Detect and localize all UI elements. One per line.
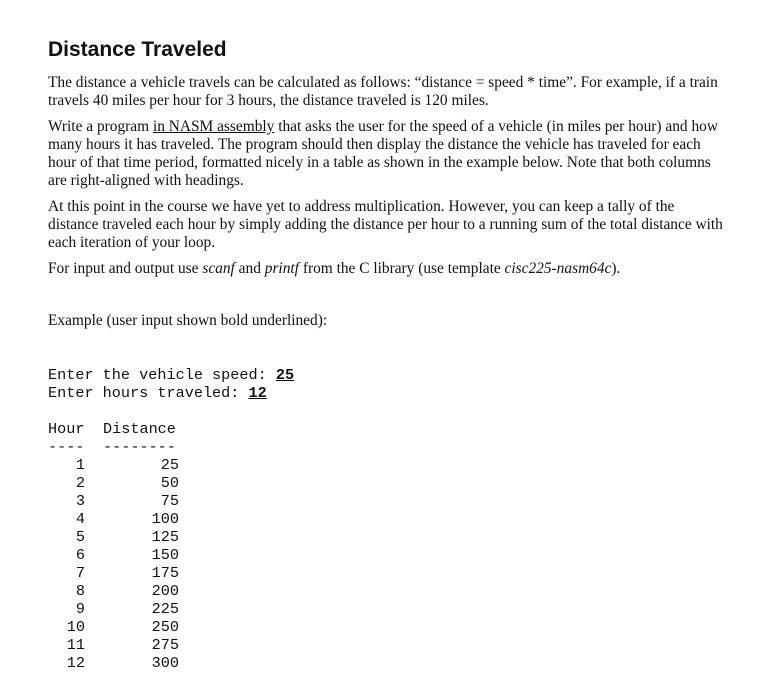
table-header bbox=[48, 420, 179, 438]
hours-prompt: Enter hours traveled: bbox=[48, 384, 249, 402]
io-text-2: and bbox=[234, 260, 265, 277]
distance-cell: 300 bbox=[151, 654, 179, 672]
separator-hour: ---- bbox=[48, 438, 85, 456]
task-paragraph bbox=[48, 118, 728, 190]
hour-cell: 12 bbox=[66, 654, 85, 672]
printf-term: printf bbox=[264, 260, 299, 277]
table-row bbox=[48, 456, 179, 474]
hour-cell: 5 bbox=[75, 528, 85, 546]
hour-cell: 1 bbox=[75, 456, 85, 474]
distance-cell: 250 bbox=[151, 618, 179, 636]
table-row bbox=[48, 582, 179, 600]
distance-cell: 200 bbox=[151, 582, 179, 600]
speed-prompt: Enter the vehicle speed: bbox=[48, 366, 276, 384]
distance-cell: 175 bbox=[151, 564, 179, 582]
table-body bbox=[48, 456, 179, 672]
nasm-assembly-link[interactable]: in NASM assembly bbox=[152, 118, 275, 135]
io-text-3: from the C library (use template bbox=[298, 260, 505, 277]
document-page bbox=[48, 38, 728, 330]
table-row bbox=[48, 618, 179, 636]
distance-cell: 75 bbox=[160, 492, 179, 510]
distance-cell: 150 bbox=[151, 546, 179, 564]
speed-prompt-line bbox=[48, 366, 294, 384]
table-row bbox=[48, 600, 179, 618]
io-text-1: For input and output use bbox=[48, 260, 203, 277]
task-text-before: Write a program bbox=[48, 118, 153, 135]
table-separator bbox=[48, 438, 179, 456]
header-distance: Distance bbox=[103, 420, 176, 438]
hour-cell: 9 bbox=[75, 600, 85, 618]
table-row bbox=[48, 636, 179, 654]
multiplication-note-paragraph: At this point in the course we have yet to address multiplication. However, you can keep a tally of the distance traveled each hour by simply adding the distance per hour to a running sum of the total distance with each iteration of your loop. bbox=[48, 198, 723, 251]
distance-table bbox=[48, 420, 179, 672]
hour-cell: 11 bbox=[66, 636, 85, 654]
example-prompts bbox=[48, 366, 294, 402]
table-row bbox=[48, 564, 179, 582]
hour-cell: 7 bbox=[75, 564, 85, 582]
table-row bbox=[48, 528, 179, 546]
hours-input-value: 12 bbox=[248, 384, 267, 402]
example-label: Example (user input shown bold underlined): bbox=[48, 312, 328, 329]
hour-cell: 2 bbox=[75, 474, 85, 492]
distance-cell: 100 bbox=[151, 510, 179, 528]
io-text-4: ). bbox=[611, 260, 621, 277]
table-row bbox=[48, 492, 179, 510]
hour-cell: 8 bbox=[75, 582, 85, 600]
table-row bbox=[48, 546, 179, 564]
intro-paragraph: The distance a vehicle travels can be calculated as follows: “distance = speed * time”. For example, if a train travels 40 miles per hour for 3 hours, the distance traveled is 120 miles. bbox=[48, 74, 718, 109]
template-name: cisc225-nasm64c bbox=[504, 260, 612, 277]
hour-cell: 4 bbox=[75, 510, 85, 528]
distance-cell: 25 bbox=[160, 456, 179, 474]
scanf-term: scanf bbox=[202, 260, 235, 277]
speed-input-value: 25 bbox=[275, 366, 295, 384]
distance-cell: 225 bbox=[151, 600, 179, 618]
hours-prompt-line bbox=[48, 384, 294, 402]
distance-cell: 125 bbox=[151, 528, 179, 546]
table-row bbox=[48, 474, 179, 492]
task-text-after: that asks the user for the speed of a vehicle (in miles per hour) and how many hours it has traveled. The program should then display the distance the vehicle has traveled for each hour of that time period, formatted nicely in a table as shown in the example below. Note that both columns are right-aligned with headings. bbox=[48, 118, 718, 189]
io-paragraph bbox=[48, 260, 728, 278]
distance-cell: 50 bbox=[160, 474, 179, 492]
separator-distance: -------- bbox=[103, 438, 176, 456]
hour-cell: 6 bbox=[75, 546, 85, 564]
page-title: Distance Traveled bbox=[48, 38, 227, 61]
hour-cell: 10 bbox=[66, 618, 85, 636]
table-row bbox=[48, 510, 179, 528]
table-row bbox=[48, 654, 179, 672]
hour-cell: 3 bbox=[75, 492, 85, 510]
distance-cell: 275 bbox=[151, 636, 179, 654]
header-hour: Hour bbox=[48, 420, 85, 438]
